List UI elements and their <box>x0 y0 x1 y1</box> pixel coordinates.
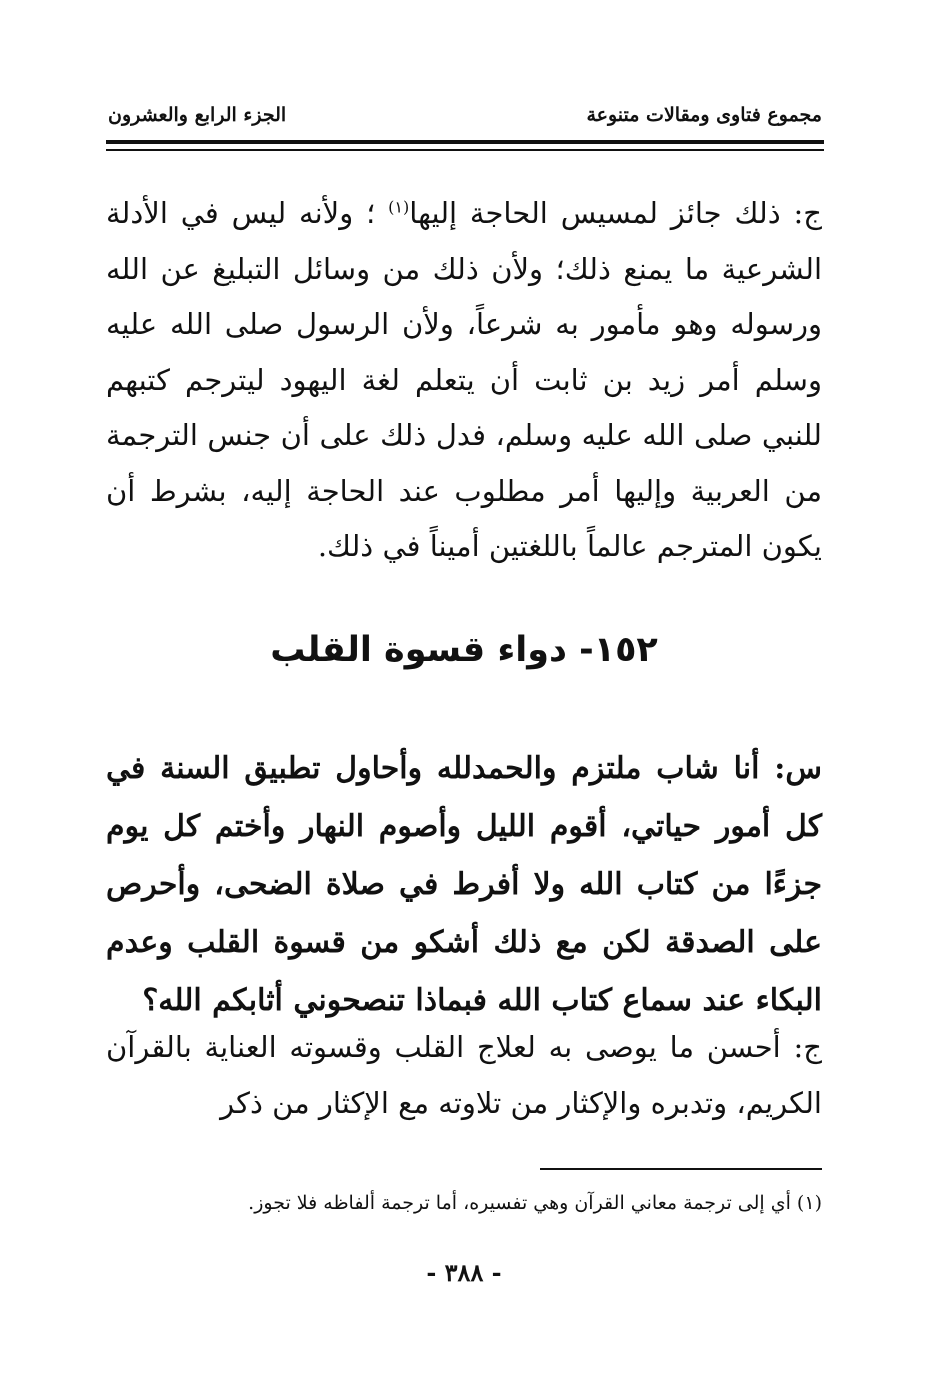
answer-text-start: ج: ذلك جائز لمسيس الحاجة إليها <box>409 196 822 230</box>
answer <box>106 1020 822 1131</box>
running-header <box>108 104 822 138</box>
section-title: ١٥٢- دواء قسوة القلب <box>270 630 658 670</box>
previous-answer-text <box>106 186 822 575</box>
footnote: (١) أي إلى ترجمة معاني القرآن وهي تفسيره، أما ترجمة ألفاظه فلا تجوز. <box>248 1192 822 1214</box>
question-text: س: أنا شاب ملتزم والحمدلله وأحاول تطبيق السنة في كل أمور حياتي، أقوم الليل وأصوم النهار وأختم كل يوم جزءًا من كتاب الله ولا أفرط في صلاة الضحى، وأحرص على الصدقة لكن مع ذلك أشكو من قسوة القلب وعدم البكاء عند سماع كتاب الله فبماذا تنصحوني أثابكم الله؟ <box>106 751 822 1018</box>
answer-text: ج: أحسن ما يوصى به لعلاج القلب وقسوته العناية بالقرآن الكريم، وتدبره والإكثار من تلاوته مع الإكثار من ذكر <box>106 1030 822 1120</box>
answer-text-rest: ؛ ولأنه ليس في الأدلة الشرعية ما يمنع ذلك؛ ولأن ذلك من وسائل التبليغ عن الله ورسوله وهو مأمور به شرعاً، ولأن الرسول صلى الله عليه وسلم أمر زيد بن ثابت أن يتعلم لغة اليهود ليترجم كتبهم للنبي صلى الله عليه وسلم، فدل ذلك على أن جنس الترجمة من العربية وإليها أمر مطلوب عند الحاجة إليه، بشرط أن يكون المترجم عالماً باللغتين أميناً في ذلك. <box>106 196 823 563</box>
previous-answer <box>106 186 822 575</box>
header-rule-thick <box>106 140 824 144</box>
volume-label: الجزء الرابع والعشرون <box>108 104 287 126</box>
question <box>106 740 822 1030</box>
header-rule-thin <box>106 149 824 151</box>
book-title: مجموع فتاوى ومقالات متنوعة <box>586 104 822 126</box>
footnote-reference: (١) <box>388 197 410 217</box>
footnote-separator <box>540 1168 822 1170</box>
page-number: - ٣٨٨ - <box>426 1258 502 1287</box>
